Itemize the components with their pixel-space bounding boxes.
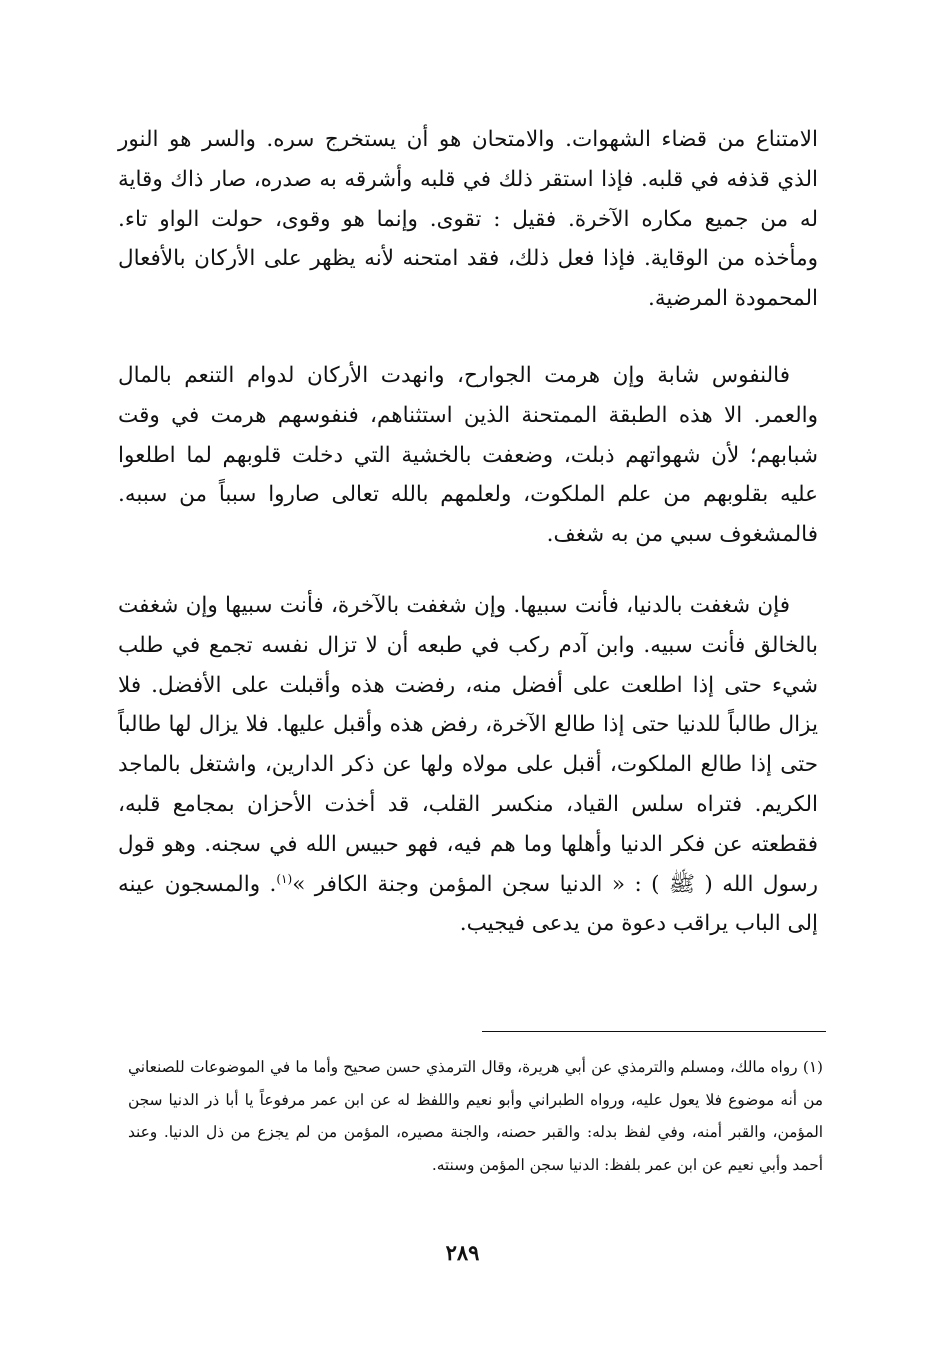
footnote-reference-marker: (١): [276, 871, 293, 886]
paragraph-3-text-before-reference: فإن شغفت بالدنيا، فأنت سبيها. وإن شغفت بالآخرة، فأنت سبيها وإن شغفت بالخالق فأنت سبيه. وابن آدم ركب في طبعه أن لا تزال نفسه تجمع في طلب شيء حتى إذا اطلعت على أفضل منه، رفضت هذه وأقبلت على الأفضل. فلا يزال طالباً للدنيا حتى إذا طالع الآخرة، رفض هذه وأقبل عليها. فلا يزال لها طالباً حتى إذا طالع الملكوت، أقبل على مولاه ولها عن ذكر الدارين، واشتغل بالماجد الكريم. فتراه سلس القياد، منكسر القلب، قد أخذت الأحزان بمجامع قلبه، فقطعته عن فكر الدنيا وأهلها وما هم فيه، فهو حبيس الله في سجنه. وهو قول رسول الله ( ﷺ ) : « الدنيا سجن المؤمن وجنة الكافر »: [118, 593, 818, 897]
body-paragraph-3: [118, 586, 818, 944]
body-paragraph-1: الامتناع من قضاء الشهوات. والامتحان هو أن يستخرج سره. والسر هو النور الذي قذفه في قلبه. فإذا استقر ذلك في قلبه وأشرقه به صدره، صار ذاك وقاية له من جميع مكاره الآخرة. فقيل : تقوى. وإنما هو وقوى، حولت الواو تاء. ومأخذه من الوقاية. فإذا فعل ذلك، فقد امتحنه لأنه يظهر على الأركان بالأفعال المحمودة المرضية.: [118, 127, 818, 312]
footnote-separator-line: [482, 1031, 826, 1032]
body-paragraph-2: فالنفوس شابة وإن هرمت الجوارح، وانهدت الأركان لدوام التنعم بالمال والعمر. الا هذه الطبقة الممتحنة الذين استثناهم، فنفوسهم هرمت في وقت شبابهم؛ لأن شهواتهم ذبلت، وضعفت بالخشية التي دخلت قلوبهم لما اطلعوا عليه بقلوبهم من علم الملكوت، ولعلمهم بالله تعالى صاروا سبباً من سببه. فالمشغوف سبي من به شغف.: [118, 363, 818, 548]
paragraph-3-text-after-reference: . والمسجون عينه إلى الباب يراقب دعوة من يدعى فيجيب.: [118, 871, 818, 937]
footnote-text: (١) رواه مالك، ومسلم والترمذي عن أبي هريرة، وقال الترمذي حسن صحيح وأما ما في الموضوعات للصنعاني من أنه موضوع فلا يعول عليه، ورواه الطبراني وأبو نعيم واللفظ له عن ابن عمر مرفوعاً يا أبا ذر الدنيا سجن المؤمن، والقبر أمنه، وفي لفظ بدله: والقبر حصنه، والجنة مصيره، المؤمن من لم يجزع من ذل الدنيا. وعند أحمد وأبي نعيم عن ابن عمر بلفظ: الدنيا سجن المؤمن وسنته.: [128, 1058, 823, 1174]
page-number: ٢٨٩: [445, 1240, 480, 1265]
